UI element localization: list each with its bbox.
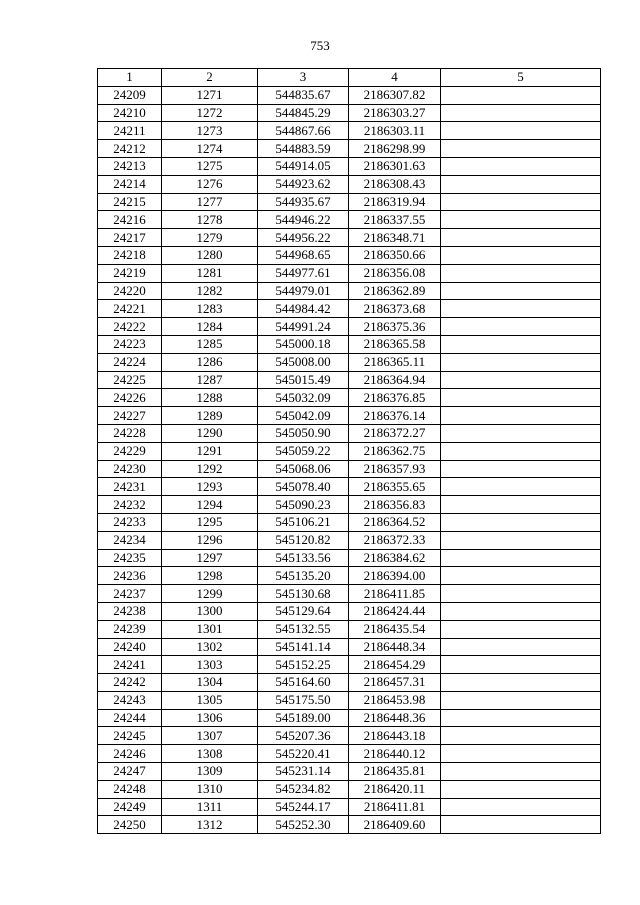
table-cell: 24248 bbox=[98, 780, 162, 798]
table-cell: 545130.68 bbox=[258, 585, 349, 603]
table-cell: 24226 bbox=[98, 389, 162, 407]
table-cell: 2186319.94 bbox=[349, 193, 441, 211]
table-cell: 1306 bbox=[162, 709, 258, 727]
table-cell: 24224 bbox=[98, 353, 162, 371]
table-row bbox=[98, 175, 601, 193]
table-cell: 545175.50 bbox=[258, 691, 349, 709]
table-cell: 545106.21 bbox=[258, 513, 349, 531]
table-cell: 545231.14 bbox=[258, 763, 349, 781]
table-row bbox=[98, 674, 601, 692]
table-cell: 24222 bbox=[98, 318, 162, 336]
table-cell: 2186350.66 bbox=[349, 246, 441, 264]
table-cell bbox=[441, 585, 601, 603]
table-cell: 2186372.27 bbox=[349, 424, 441, 442]
table-cell: 2186303.11 bbox=[349, 122, 441, 140]
table-cell: 24212 bbox=[98, 140, 162, 158]
table-row bbox=[98, 389, 601, 407]
coordinates-table bbox=[97, 68, 601, 834]
table-cell: 24244 bbox=[98, 709, 162, 727]
table-cell: 24243 bbox=[98, 691, 162, 709]
table-row bbox=[98, 140, 601, 158]
table-row bbox=[98, 620, 601, 638]
table-cell: 1291 bbox=[162, 442, 258, 460]
table-cell: 1275 bbox=[162, 157, 258, 175]
table-cell: 1295 bbox=[162, 513, 258, 531]
table-cell: 1301 bbox=[162, 620, 258, 638]
table-row bbox=[98, 745, 601, 763]
table-cell bbox=[441, 549, 601, 567]
table-cell: 545220.41 bbox=[258, 745, 349, 763]
table-cell: 24228 bbox=[98, 424, 162, 442]
table-header-row bbox=[98, 69, 601, 87]
table-cell bbox=[441, 602, 601, 620]
table-cell bbox=[441, 246, 601, 264]
table-cell: 545042.09 bbox=[258, 407, 349, 425]
table-cell: 545234.82 bbox=[258, 780, 349, 798]
table-row bbox=[98, 727, 601, 745]
table-cell: 1287 bbox=[162, 371, 258, 389]
table-cell: 24242 bbox=[98, 674, 162, 692]
table-cell: 545000.18 bbox=[258, 335, 349, 353]
table-cell: 24213 bbox=[98, 157, 162, 175]
table-cell: 544923.62 bbox=[258, 175, 349, 193]
table-cell: 2186356.83 bbox=[349, 496, 441, 514]
table-cell bbox=[441, 691, 601, 709]
table-cell: 544883.59 bbox=[258, 140, 349, 158]
table-cell: 24221 bbox=[98, 300, 162, 318]
table-cell bbox=[441, 389, 601, 407]
table-cell: 24223 bbox=[98, 335, 162, 353]
column-header: 2 bbox=[162, 69, 258, 87]
table-row bbox=[98, 211, 601, 229]
table-cell: 1298 bbox=[162, 567, 258, 585]
table-row bbox=[98, 122, 601, 140]
table-cell: 2186409.60 bbox=[349, 816, 441, 834]
table-cell: 2186384.62 bbox=[349, 549, 441, 567]
table-cell: 2186362.89 bbox=[349, 282, 441, 300]
table-row bbox=[98, 816, 601, 834]
table-cell bbox=[441, 282, 601, 300]
table-cell: 2186424.44 bbox=[349, 602, 441, 620]
table-cell bbox=[441, 816, 601, 834]
table-row bbox=[98, 264, 601, 282]
table-cell: 24234 bbox=[98, 531, 162, 549]
table-cell: 2186373.68 bbox=[349, 300, 441, 318]
table-cell: 545189.00 bbox=[258, 709, 349, 727]
table-cell: 544946.22 bbox=[258, 211, 349, 229]
table-cell bbox=[441, 442, 601, 460]
table-cell: 1284 bbox=[162, 318, 258, 336]
table-cell: 1273 bbox=[162, 122, 258, 140]
table-cell: 2186372.33 bbox=[349, 531, 441, 549]
table-cell: 2186364.94 bbox=[349, 371, 441, 389]
table-row bbox=[98, 335, 601, 353]
table-cell: 2186411.81 bbox=[349, 798, 441, 816]
table-cell: 545141.14 bbox=[258, 638, 349, 656]
table-cell: 1272 bbox=[162, 104, 258, 122]
table-row bbox=[98, 282, 601, 300]
table-cell: 24238 bbox=[98, 602, 162, 620]
table-cell: 24211 bbox=[98, 122, 162, 140]
table-cell: 544984.42 bbox=[258, 300, 349, 318]
table-cell: 1312 bbox=[162, 816, 258, 834]
table-cell: 545032.09 bbox=[258, 389, 349, 407]
table-cell bbox=[441, 424, 601, 442]
table-cell bbox=[441, 122, 601, 140]
table-cell bbox=[441, 620, 601, 638]
table-cell: 545244.17 bbox=[258, 798, 349, 816]
table-cell: 544914.05 bbox=[258, 157, 349, 175]
table-cell: 1290 bbox=[162, 424, 258, 442]
page-number: 753 bbox=[310, 38, 330, 53]
table-cell: 1296 bbox=[162, 531, 258, 549]
table-cell: 2186443.18 bbox=[349, 727, 441, 745]
table-cell: 2186457.31 bbox=[349, 674, 441, 692]
table-cell: 24230 bbox=[98, 460, 162, 478]
column-header: 3 bbox=[258, 69, 349, 87]
table-cell: 24210 bbox=[98, 104, 162, 122]
table-cell bbox=[441, 513, 601, 531]
table-cell bbox=[441, 371, 601, 389]
table-cell: 1303 bbox=[162, 656, 258, 674]
table-cell: 1281 bbox=[162, 264, 258, 282]
table-cell: 24219 bbox=[98, 264, 162, 282]
table-body bbox=[98, 86, 601, 833]
table-cell: 1276 bbox=[162, 175, 258, 193]
table-cell: 545078.40 bbox=[258, 478, 349, 496]
table-row bbox=[98, 763, 601, 781]
table-cell: 2186448.36 bbox=[349, 709, 441, 727]
table-cell: 544935.67 bbox=[258, 193, 349, 211]
table-cell: 1283 bbox=[162, 300, 258, 318]
table-cell bbox=[441, 140, 601, 158]
table-cell: 1293 bbox=[162, 478, 258, 496]
table-cell: 544991.24 bbox=[258, 318, 349, 336]
table-cell bbox=[441, 104, 601, 122]
table-cell: 24232 bbox=[98, 496, 162, 514]
table-cell: 1277 bbox=[162, 193, 258, 211]
table-cell: 545059.22 bbox=[258, 442, 349, 460]
table-cell: 24231 bbox=[98, 478, 162, 496]
table-cell: 545008.00 bbox=[258, 353, 349, 371]
table-cell bbox=[441, 157, 601, 175]
table-cell: 2186376.85 bbox=[349, 389, 441, 407]
table-row bbox=[98, 104, 601, 122]
table-cell: 544968.65 bbox=[258, 246, 349, 264]
table-cell: 24235 bbox=[98, 549, 162, 567]
table-cell: 24220 bbox=[98, 282, 162, 300]
table-row bbox=[98, 478, 601, 496]
table-cell: 24247 bbox=[98, 763, 162, 781]
table-cell: 1278 bbox=[162, 211, 258, 229]
table-cell: 1285 bbox=[162, 335, 258, 353]
table-cell bbox=[441, 763, 601, 781]
table-cell bbox=[441, 531, 601, 549]
table-cell: 544956.22 bbox=[258, 229, 349, 247]
table-cell: 545129.64 bbox=[258, 602, 349, 620]
table-cell bbox=[441, 264, 601, 282]
table-cell: 24249 bbox=[98, 798, 162, 816]
table-cell: 1286 bbox=[162, 353, 258, 371]
table-row bbox=[98, 442, 601, 460]
table-cell: 544979.01 bbox=[258, 282, 349, 300]
table-cell: 1310 bbox=[162, 780, 258, 798]
table-cell: 2186448.34 bbox=[349, 638, 441, 656]
table-cell: 24218 bbox=[98, 246, 162, 264]
table-cell bbox=[441, 229, 601, 247]
table-cell: 24227 bbox=[98, 407, 162, 425]
table-cell: 2186355.65 bbox=[349, 478, 441, 496]
table-row bbox=[98, 496, 601, 514]
table-cell bbox=[441, 656, 601, 674]
table-row bbox=[98, 371, 601, 389]
table-cell: 2186337.55 bbox=[349, 211, 441, 229]
table-cell: 24246 bbox=[98, 745, 162, 763]
table-cell bbox=[441, 478, 601, 496]
table-cell: 2186440.12 bbox=[349, 745, 441, 763]
table-row bbox=[98, 86, 601, 104]
table-cell: 1308 bbox=[162, 745, 258, 763]
table-cell bbox=[441, 727, 601, 745]
column-header: 4 bbox=[349, 69, 441, 87]
table-row bbox=[98, 656, 601, 674]
table-cell: 24229 bbox=[98, 442, 162, 460]
table-row bbox=[98, 709, 601, 727]
table-cell: 1288 bbox=[162, 389, 258, 407]
table-cell bbox=[441, 86, 601, 104]
table-cell: 2186362.75 bbox=[349, 442, 441, 460]
table-cell: 1282 bbox=[162, 282, 258, 300]
table-row bbox=[98, 531, 601, 549]
table-row bbox=[98, 602, 601, 620]
table-cell: 545068.06 bbox=[258, 460, 349, 478]
table-cell: 1271 bbox=[162, 86, 258, 104]
table-cell bbox=[441, 460, 601, 478]
table-row bbox=[98, 229, 601, 247]
table-cell: 1307 bbox=[162, 727, 258, 745]
table-cell: 2186454.29 bbox=[349, 656, 441, 674]
table-cell: 545015.49 bbox=[258, 371, 349, 389]
table-cell: 545050.90 bbox=[258, 424, 349, 442]
table-cell: 2186411.85 bbox=[349, 585, 441, 603]
table-cell: 24209 bbox=[98, 86, 162, 104]
table-cell: 2186356.08 bbox=[349, 264, 441, 282]
table-cell: 1311 bbox=[162, 798, 258, 816]
table-cell bbox=[441, 638, 601, 656]
table-row bbox=[98, 424, 601, 442]
table-cell: 545164.60 bbox=[258, 674, 349, 692]
table-row bbox=[98, 407, 601, 425]
table-cell: 24241 bbox=[98, 656, 162, 674]
table-cell: 1305 bbox=[162, 691, 258, 709]
table-cell: 545207.36 bbox=[258, 727, 349, 745]
table-cell: 24233 bbox=[98, 513, 162, 531]
column-header: 1 bbox=[98, 69, 162, 87]
table-cell: 2186394.00 bbox=[349, 567, 441, 585]
table-cell: 545152.25 bbox=[258, 656, 349, 674]
table-row bbox=[98, 246, 601, 264]
table-cell: 544835.67 bbox=[258, 86, 349, 104]
table-cell: 2186357.93 bbox=[349, 460, 441, 478]
table-cell: 544867.66 bbox=[258, 122, 349, 140]
table-cell: 2186365.11 bbox=[349, 353, 441, 371]
table-cell: 545133.56 bbox=[258, 549, 349, 567]
table-cell: 1309 bbox=[162, 763, 258, 781]
table-cell: 545120.82 bbox=[258, 531, 349, 549]
table-cell: 2186307.82 bbox=[349, 86, 441, 104]
table-cell: 1294 bbox=[162, 496, 258, 514]
table-cell: 2186298.99 bbox=[349, 140, 441, 158]
table-cell: 2186301.63 bbox=[349, 157, 441, 175]
table-cell: 24239 bbox=[98, 620, 162, 638]
table-cell: 2186435.81 bbox=[349, 763, 441, 781]
table-cell bbox=[441, 335, 601, 353]
table-row bbox=[98, 193, 601, 211]
table-row bbox=[98, 691, 601, 709]
table-cell: 24216 bbox=[98, 211, 162, 229]
table-cell: 2186375.36 bbox=[349, 318, 441, 336]
table-cell: 1289 bbox=[162, 407, 258, 425]
table-row bbox=[98, 567, 601, 585]
table-cell bbox=[441, 193, 601, 211]
table-cell bbox=[441, 780, 601, 798]
table-row bbox=[98, 513, 601, 531]
table-cell: 1292 bbox=[162, 460, 258, 478]
table-cell: 2186376.14 bbox=[349, 407, 441, 425]
table-cell: 24217 bbox=[98, 229, 162, 247]
table-cell: 2186364.52 bbox=[349, 513, 441, 531]
table-cell: 2186303.27 bbox=[349, 104, 441, 122]
table-cell bbox=[441, 211, 601, 229]
table-row bbox=[98, 157, 601, 175]
table-cell: 1274 bbox=[162, 140, 258, 158]
table-cell: 1279 bbox=[162, 229, 258, 247]
table-row bbox=[98, 780, 601, 798]
table-cell bbox=[441, 496, 601, 514]
table-cell: 2186348.71 bbox=[349, 229, 441, 247]
table-row bbox=[98, 549, 601, 567]
table-row bbox=[98, 638, 601, 656]
table-cell: 24240 bbox=[98, 638, 162, 656]
table-cell: 545090.23 bbox=[258, 496, 349, 514]
table-cell: 1299 bbox=[162, 585, 258, 603]
table-cell: 544977.61 bbox=[258, 264, 349, 282]
table-row bbox=[98, 460, 601, 478]
table-cell: 1302 bbox=[162, 638, 258, 656]
table-cell: 24250 bbox=[98, 816, 162, 834]
table-cell: 2186365.58 bbox=[349, 335, 441, 353]
table-cell bbox=[441, 407, 601, 425]
table-cell: 545252.30 bbox=[258, 816, 349, 834]
table-cell bbox=[441, 353, 601, 371]
table-cell bbox=[441, 567, 601, 585]
table-row bbox=[98, 585, 601, 603]
table-cell: 2186308.43 bbox=[349, 175, 441, 193]
table-cell: 1300 bbox=[162, 602, 258, 620]
table-cell: 1280 bbox=[162, 246, 258, 264]
table-cell bbox=[441, 674, 601, 692]
table-row bbox=[98, 353, 601, 371]
table-cell bbox=[441, 745, 601, 763]
table-cell: 24236 bbox=[98, 567, 162, 585]
table-cell: 545132.55 bbox=[258, 620, 349, 638]
table-cell: 544845.29 bbox=[258, 104, 349, 122]
table-cell: 1304 bbox=[162, 674, 258, 692]
table-cell: 545135.20 bbox=[258, 567, 349, 585]
table-cell: 24215 bbox=[98, 193, 162, 211]
table-cell bbox=[441, 300, 601, 318]
table-cell bbox=[441, 318, 601, 336]
table-row bbox=[98, 318, 601, 336]
table-cell: 1297 bbox=[162, 549, 258, 567]
table-cell bbox=[441, 798, 601, 816]
table-cell: 2186435.54 bbox=[349, 620, 441, 638]
table-cell: 24245 bbox=[98, 727, 162, 745]
table-cell: 24225 bbox=[98, 371, 162, 389]
column-header: 5 bbox=[441, 69, 601, 87]
table-row bbox=[98, 798, 601, 816]
table-cell bbox=[441, 709, 601, 727]
table-cell bbox=[441, 175, 601, 193]
table-cell: 24214 bbox=[98, 175, 162, 193]
table-cell: 2186420.11 bbox=[349, 780, 441, 798]
table-cell: 24237 bbox=[98, 585, 162, 603]
table-cell: 2186453.98 bbox=[349, 691, 441, 709]
table-row bbox=[98, 300, 601, 318]
